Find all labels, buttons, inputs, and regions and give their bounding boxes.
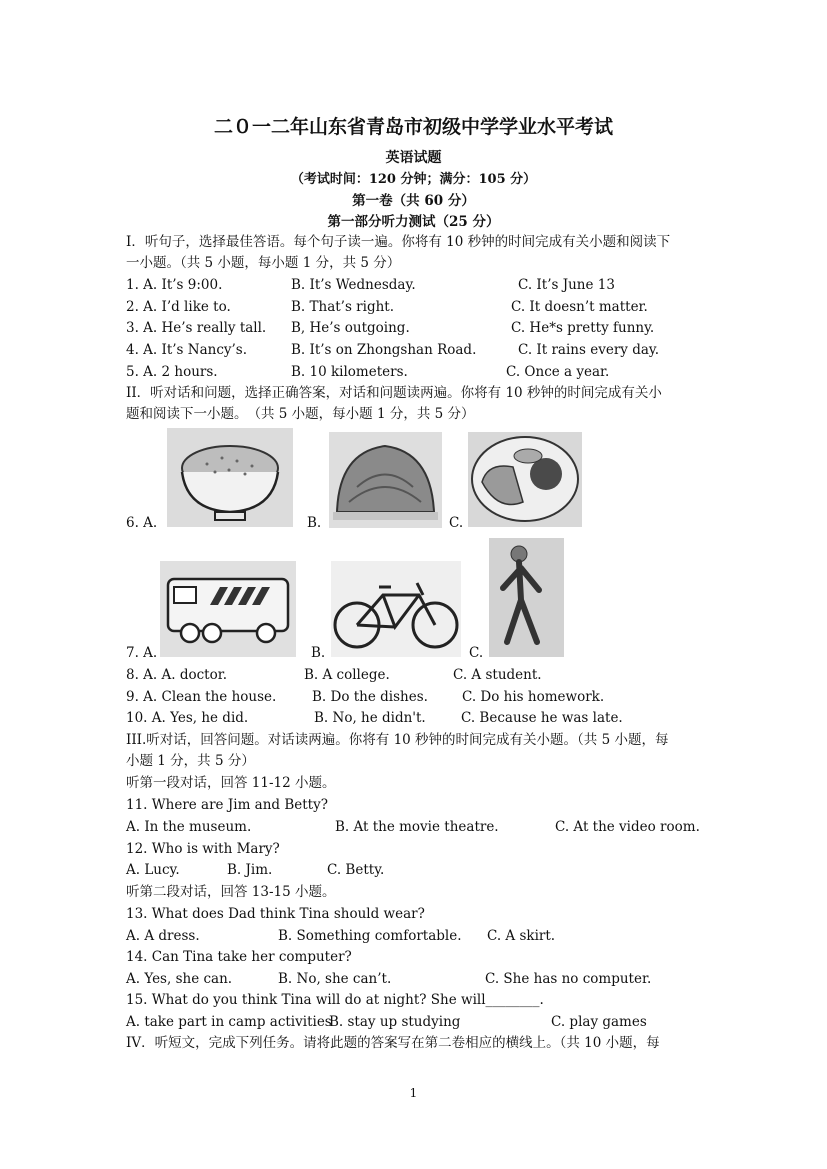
q11-option-a: A. In the museum. xyxy=(126,819,252,835)
section-2-heading-cont: 题和阅读下一小题。 （共 5 小题，每小题 1 分，共 5 分） xyxy=(126,406,475,422)
q14-option-c: C. She has no computer. xyxy=(485,971,652,987)
bread-icon xyxy=(329,432,442,528)
q9-option-a: 9. A. Clean the house. xyxy=(126,689,277,705)
part-heading: 第一部分听力测试（25 分） xyxy=(327,214,500,230)
q13-option-b: B. Something comfortable. xyxy=(278,928,462,944)
q3-option-c: C. He*s pretty funny. xyxy=(511,320,655,336)
q2-option-c: C. It doesn’t matter. xyxy=(511,299,648,315)
q14-option-a: A. Yes, she can. xyxy=(126,971,233,987)
q6-option-c: C. xyxy=(449,515,464,531)
meal-plate-icon xyxy=(468,432,582,527)
q13-option-c: C. A skirt. xyxy=(487,928,556,944)
q9-option-b: B. Do the dishes. xyxy=(312,689,428,705)
section-4-heading: IV．听短文，完成下列任务。请将此题的答案写在第二卷相应的横线上。（共 10 小题，每 xyxy=(126,1035,660,1051)
q10-option-b: B. No, he didn't. xyxy=(314,710,426,726)
q10-option-a: 10. A. Yes, he did. xyxy=(126,710,249,726)
q4-option-b: B. It’s on Zhongshan Road. xyxy=(291,342,477,358)
q5-option-c: C. Once a year. xyxy=(506,364,610,380)
q5-option-a: 5. A. 2 hours. xyxy=(126,364,218,380)
q12-option-a: A. Lucy. xyxy=(126,862,180,878)
q11-option-b: B. At the movie theatre. xyxy=(335,819,499,835)
q1-option-b: B. It’s Wednesday. xyxy=(291,277,416,293)
q15-option-a: A. take part in camp activities xyxy=(126,1014,332,1030)
q3-option-b: B, He’s outgoing. xyxy=(291,320,410,336)
section-1-heading: I．听句子，选择最佳答语。每个句子读一遍。你将有 10 秒钟的时间完成有关小题和阅读下 xyxy=(126,234,671,250)
q7-option-c: C. xyxy=(469,645,484,661)
volume-heading: 第一卷（共 60 分） xyxy=(352,193,475,209)
q5-option-b: B. 10 kilometers. xyxy=(291,364,408,380)
q10-option-c: C. Because he was late. xyxy=(461,710,623,726)
section-3-heading: III.听对话，回答问题。对话读两遍。你将有 10 秒钟的时间完成有关小题。（共 5 小题，每 xyxy=(126,732,669,748)
q2-option-a: 2. A. I’d like to. xyxy=(126,299,231,315)
q13-question: 13. What does Dad think Tina should wear? xyxy=(126,906,425,922)
section-1-heading-cont: 一小题。（共 5 小题，每小题 1 分，共 5 分） xyxy=(126,255,401,271)
q1-option-c: C. It’s June 13 xyxy=(518,277,615,293)
bus-icon xyxy=(160,561,296,657)
q12-question: 12. Who is with Mary? xyxy=(126,841,280,857)
q7-option-a: 7. A. xyxy=(126,645,158,661)
exam-info: （考试时间：120 分钟；满分：105 分） xyxy=(290,172,537,187)
q4-option-c: C. It rains every day. xyxy=(518,342,660,358)
q4-option-a: 4. A. It’s Nancy’s. xyxy=(126,342,248,358)
section-3-heading-cont: 小题 1 分，共 5 分） xyxy=(126,753,255,769)
q15-option-b: B. stay up studying xyxy=(329,1014,461,1030)
subtitle: 英语试题 xyxy=(385,150,442,166)
page-title: 二０一二年山东省青岛市初级中学学业水平考试 xyxy=(213,116,613,138)
bicycle-icon xyxy=(331,561,461,657)
q6-option-a: 6. A. xyxy=(126,515,158,531)
q3-option-a: 3. A. He’s really tall. xyxy=(126,320,267,336)
page-number: 1 xyxy=(409,1086,418,1100)
walking-man-icon xyxy=(489,538,564,657)
q13-option-a: A. A dress. xyxy=(126,928,200,944)
q1-option-a: 1. A. It’s 9:00. xyxy=(126,277,223,293)
q12-option-b: B. Jim. xyxy=(227,862,273,878)
q14-question: 14. Can Tina take her computer? xyxy=(126,949,352,965)
q15-option-c: C. play games xyxy=(551,1014,647,1030)
q6-option-b: B. xyxy=(307,515,322,531)
q8-option-c: C. A student. xyxy=(453,667,542,683)
q2-option-b: B. That’s right. xyxy=(291,299,395,315)
q11-option-c: C. At the video room. xyxy=(555,819,700,835)
q8-option-a: 8. A. A. doctor. xyxy=(126,667,227,683)
q14-option-b: B. No, she can’t. xyxy=(278,971,392,987)
q12-option-c: C. Betty. xyxy=(327,862,385,878)
dialog-1-instruction: 听第一段对话，回答 11-12 小题。 xyxy=(126,775,336,791)
q9-option-c: C. Do his homework. xyxy=(462,689,605,705)
q11-question: 11. Where are Jim and Betty? xyxy=(126,797,328,813)
q8-option-b: B. A college. xyxy=(304,667,390,683)
q7-option-b: B. xyxy=(311,645,326,661)
section-2-heading: II．听对话和问题，选择正确答案，对话和问题读两遍。你将有 10 秒钟的时间完成有关小 xyxy=(126,385,662,401)
rice-bowl-icon xyxy=(167,428,293,527)
q15-question: 15. What do you think Tina will do at night? She will________. xyxy=(126,992,544,1008)
dialog-2-instruction: 听第二段对话，回答 13-15 小题。 xyxy=(126,884,336,900)
